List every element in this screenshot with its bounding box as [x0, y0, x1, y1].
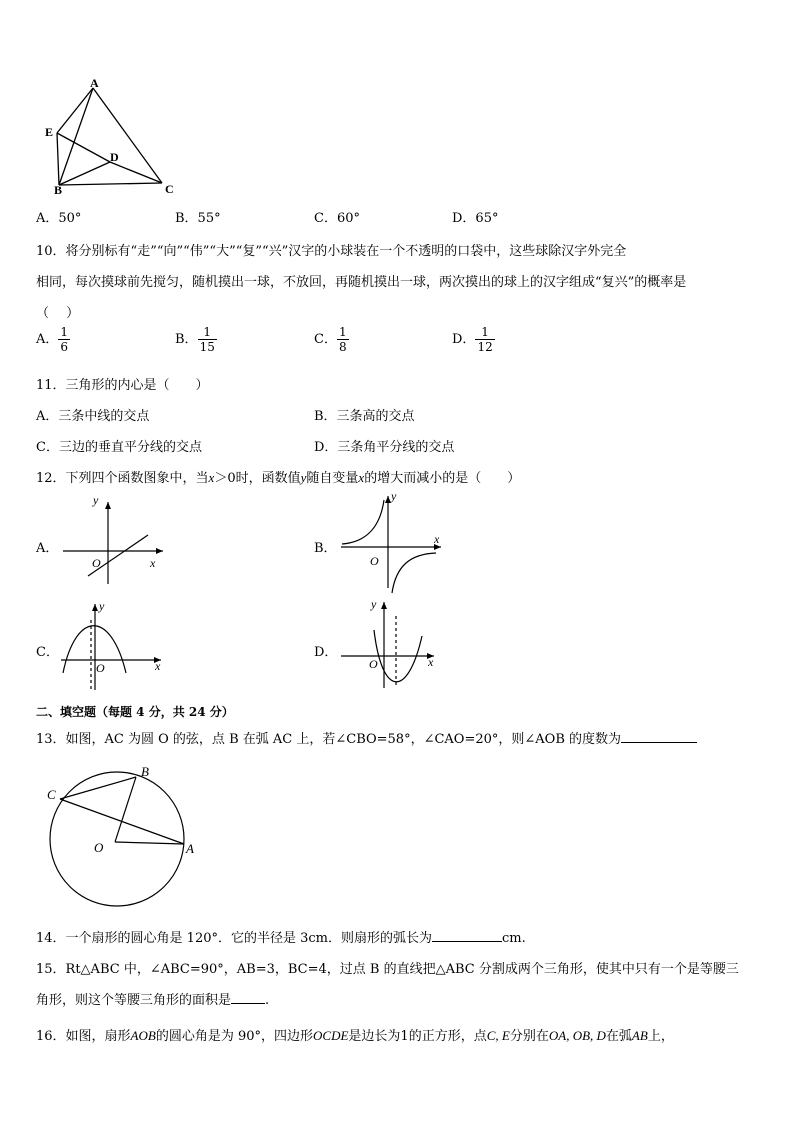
q13-label-o: O — [94, 840, 104, 855]
q12b-y-label: y — [391, 489, 397, 503]
q10-option-letter: B． — [175, 332, 198, 347]
q11-option-d: D．三条角平分线的交点 — [314, 440, 455, 455]
fraction-denominator: 15 — [199, 340, 215, 354]
q9-label-a: A — [90, 76, 99, 90]
q16-part: 是边长为 — [348, 1029, 401, 1044]
q12d-x-label: x — [428, 655, 434, 669]
q12-stem-part: 的增大而减小的是（ ） — [364, 471, 521, 486]
q13-label-b: B — [141, 764, 149, 779]
q16-text — [36, 1025, 674, 1044]
q16-part: 16．如图，扇形 — [36, 1029, 131, 1044]
q9-option-d: D．65° — [452, 211, 499, 226]
q15-answer-blank — [231, 1003, 265, 1004]
q11-option-c: C．三边的垂直平分线的交点 — [36, 440, 202, 455]
q16-part: 在弧 — [605, 1029, 632, 1044]
q10-option-a — [36, 325, 70, 354]
q12-var-x: x — [208, 470, 215, 485]
q12c-y-label: y — [99, 599, 105, 613]
q12b-origin-label: O — [370, 554, 379, 568]
q13-text — [36, 728, 697, 747]
q14-text — [36, 927, 526, 946]
q10-option-letter: C． — [314, 332, 337, 347]
q13-label-c: C — [47, 787, 56, 802]
q12-graph-c — [56, 598, 186, 698]
q14-answer-blank — [432, 941, 502, 942]
q13-answer-blank — [621, 742, 697, 743]
q12-stem — [36, 467, 520, 486]
q10-line1: 10．将分别标有“走”“向”“伟”“大”“复”“兴”汉字的小球装在一个不透明的口袋中，这些球除汉字外完全 — [36, 244, 627, 259]
q12-stem-part: 随自变量 — [306, 471, 359, 486]
q10-option-c — [314, 325, 349, 354]
q16-math: AB — [631, 1028, 648, 1043]
q11-option-a: A．三条中线的交点 — [36, 409, 150, 424]
fraction-denominator: 8 — [338, 340, 347, 354]
q16-math: AOB — [130, 1028, 156, 1043]
q10-option-letter: D． — [452, 332, 476, 347]
q15-end: . — [265, 993, 270, 1008]
q12-graph-a — [58, 492, 178, 587]
q16-math: OCDE — [313, 1028, 349, 1043]
q12-option-b: B． — [314, 541, 337, 556]
q9-option-c: C．60° — [314, 211, 360, 226]
q16-part: 上， — [647, 1029, 674, 1044]
q14-unit: cm. — [502, 931, 526, 946]
q9-label-b: B — [54, 183, 63, 197]
q16-math: C, E — [486, 1028, 510, 1043]
q9-label-d: D — [110, 150, 119, 164]
q12-stem-part: 12．下列四个函数图象中，当 — [36, 471, 209, 486]
fraction-numerator: 1 — [475, 325, 494, 340]
q10-option-letter: A． — [36, 332, 59, 347]
section-2-heading: 二、填空题（每题 4 分，共 24 分） — [36, 705, 234, 719]
q12d-origin-label: O — [369, 657, 378, 671]
q16-part: 的正方形，点 — [408, 1029, 487, 1044]
q12a-x-label: x — [150, 556, 156, 570]
q13-circle-figure — [40, 762, 210, 912]
fraction-denominator: 12 — [477, 340, 493, 354]
q16-math: 1 — [400, 1029, 409, 1044]
q12a-origin-label: O — [92, 556, 101, 570]
fraction-numerator: 1 — [198, 325, 217, 340]
q10-line2: 相同，每次摸球前先搅匀，随机摸出一球，不放回，再随机摸出一球，两次摸出的球上的汉字组成“复兴”的概率是 — [36, 275, 687, 290]
q12c-x-label: x — [155, 659, 161, 673]
q12-stem-part: ＞0时，函数值 — [214, 471, 301, 486]
fraction-numerator: 1 — [338, 325, 347, 339]
q12b-x-label: x — [434, 532, 440, 546]
q12c-origin-label: O — [96, 661, 105, 675]
q12-option-c: C． — [36, 645, 59, 660]
q9-option-b: B．55° — [175, 211, 221, 226]
q15-line2 — [36, 989, 269, 1008]
q10-line3: （ ） — [36, 306, 80, 321]
q16-math: OA, OB, D — [548, 1028, 606, 1043]
q9-triangle-figure — [40, 76, 190, 196]
q14-stem: 14．一个扇形的圆心角是 120°．它的半径是 3cm．则扇形的弧长为 — [36, 931, 432, 946]
q15-line1: 15．Rt△ABC 中，∠ABC=90°，AB=3，BC=4，过点 B 的直线把△ABC 分割成两个三角形，使其中只有一个是等腰三 — [36, 962, 739, 977]
q12-graph-d — [336, 596, 466, 696]
q9-label-e: E — [45, 125, 54, 139]
q11-option-b: B．三条高的交点 — [314, 409, 415, 424]
q13-label-a: A — [186, 841, 194, 856]
fraction-numerator: 1 — [60, 325, 69, 339]
q10-option-d — [452, 325, 495, 354]
q13-stem: 13．如图，AC 为圆 O 的弦，点 B 在弧 AC 上，若∠CBO=58°，∠CAO=20°，则∠AOB 的度数为 — [36, 732, 622, 747]
q11-stem: 11．三角形的内心是（ ） — [36, 378, 209, 393]
q9-option-a: A．50° — [36, 211, 82, 226]
fraction-denominator: 6 — [60, 340, 69, 354]
q12-option-a: A． — [36, 541, 59, 556]
q12a-y-label: y — [93, 493, 99, 507]
q15-stem: 角形，则这个等腰三角形的面积是 — [36, 993, 232, 1008]
q12d-y-label: y — [371, 597, 377, 611]
q9-label-c: C — [165, 182, 174, 196]
q16-part: 的圆心角是为 90°，四边形 — [155, 1029, 314, 1044]
q12-graph-b — [336, 488, 456, 593]
q12-var-y: y — [300, 470, 307, 485]
q10-option-b — [175, 325, 217, 354]
q16-part: 分别在 — [509, 1029, 549, 1044]
q12-option-d: D． — [314, 645, 338, 660]
q12-var-x: x — [358, 470, 365, 485]
